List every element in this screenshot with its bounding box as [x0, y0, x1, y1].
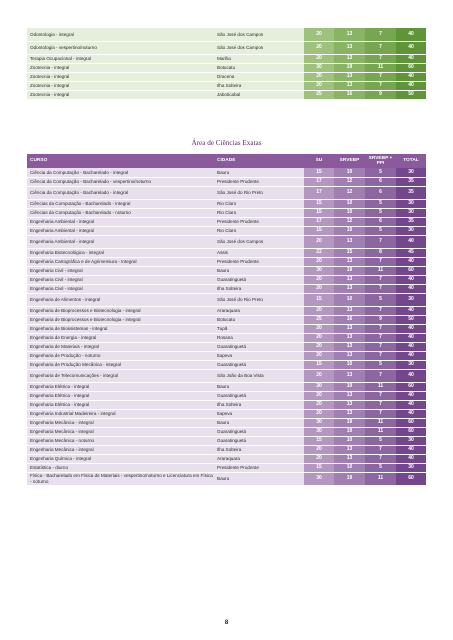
cell-srvebp: 13 — [334, 391, 365, 400]
cell-su: 15 — [304, 463, 334, 472]
cell-cidade: Rio Claro — [214, 226, 304, 235]
cell-srvebp-ppi: 7 — [365, 409, 396, 418]
cell-cidade: Marília — [214, 54, 304, 63]
section-title: Área de Ciências Exatas — [191, 139, 262, 147]
cell-srvebp-ppi: 5 — [365, 293, 396, 306]
cell-su: 20 — [304, 400, 334, 409]
cell-cidade: Tupã — [214, 324, 304, 333]
cell-su: 20 — [304, 391, 334, 400]
cell-cidade: Bauru — [214, 168, 304, 177]
cell-srvebp-ppi: 7 — [365, 81, 396, 90]
cell-cidade: Botucatu — [214, 315, 304, 324]
cell-total: 30 — [396, 199, 426, 208]
cell-curso: Engenharia Ambiental - integral — [27, 226, 214, 235]
table-row — [27, 186, 426, 199]
cell-cidade: Bauru — [214, 266, 304, 275]
cell-curso: Zootecnia - integral — [27, 72, 214, 81]
cell-cidade: Presidente Prudente — [214, 177, 304, 186]
cell-su: 17 — [304, 177, 334, 186]
cell-curso: Ciência da Computação - Bacharelado - integral — [27, 168, 214, 177]
table-row — [27, 382, 426, 391]
cell-cidade: Ilha Solteira — [214, 400, 304, 409]
cell-total: 40 — [396, 28, 426, 41]
table-row — [27, 63, 426, 72]
cell-srvebp-ppi: 7 — [365, 54, 396, 63]
cell-cidade: Rio Claro — [214, 199, 304, 208]
cell-srvebp: 10 — [334, 293, 365, 306]
cell-curso: Ciência da Computação - Bacharelado - integral — [27, 186, 214, 199]
cell-curso: Engenharia Mecânica - noturno — [27, 436, 214, 445]
cell-srvebp: 12 — [334, 186, 365, 199]
cell-total: 40 — [396, 257, 426, 266]
cell-srvebp-ppi: 7 — [365, 342, 396, 351]
cell-cidade: Presidente Prudente — [214, 463, 304, 472]
cell-su: 17 — [304, 217, 334, 226]
table-row — [27, 306, 426, 315]
cell-curso: Ciência da Computação - Bacharelado - vespertino/noturno — [27, 177, 214, 186]
cell-total: 40 — [396, 275, 426, 284]
cell-srvebp-ppi: 7 — [365, 351, 396, 360]
cell-srvebp: 12 — [334, 217, 365, 226]
cell-total: 30 — [396, 436, 426, 445]
cell-cidade: Bauru — [214, 472, 304, 485]
cell-srvebp: 10 — [334, 463, 365, 472]
cell-srvebp-ppi: 7 — [365, 400, 396, 409]
cell-cidade: Guaratinguetá — [214, 391, 304, 400]
cell-cidade: Bauru — [214, 418, 304, 427]
cell-cidade: São José dos Campos — [214, 235, 304, 248]
cell-su: 30 — [304, 266, 334, 275]
cell-cidade: São José do Rio Preto — [214, 293, 304, 306]
table-row — [27, 472, 426, 485]
cell-srvebp: 13 — [334, 400, 365, 409]
table-row — [27, 81, 426, 90]
table-row — [27, 235, 426, 248]
cell-su: 20 — [304, 454, 334, 463]
cell-curso: Terapia Ocupacional - integral — [27, 54, 214, 63]
cell-srvebp-ppi: 7 — [365, 41, 396, 54]
cell-srvebp: 19 — [334, 427, 365, 436]
cell-su: 15 — [304, 436, 334, 445]
exact-sciences-table — [27, 154, 426, 486]
table-row — [27, 333, 426, 342]
cell-su: 20 — [304, 409, 334, 418]
cell-su: 15 — [304, 199, 334, 208]
cell-srvebp-ppi: 11 — [365, 63, 396, 72]
cell-su: 20 — [304, 235, 334, 248]
cell-srvebp: 10 — [334, 168, 365, 177]
cell-srvebp: 13 — [334, 409, 365, 418]
cell-total: 45 — [396, 248, 426, 257]
cell-srvebp: 10 — [334, 360, 365, 369]
cell-srvebp-ppi: 7 — [365, 306, 396, 315]
cell-srvebp: 13 — [334, 284, 365, 293]
cell-srvebp-ppi: 7 — [365, 275, 396, 284]
cell-srvebp: 10 — [334, 208, 365, 217]
table-row — [27, 199, 426, 208]
cell-srvebp: 13 — [334, 41, 365, 54]
cell-srvebp-ppi: 5 — [365, 226, 396, 235]
table-row — [27, 427, 426, 436]
cell-curso: Engenharia de Produção Mecânica - integral — [27, 360, 214, 369]
cell-srvebp: 12 — [334, 177, 365, 186]
cell-su: 25 — [304, 315, 334, 324]
cell-su: 15 — [304, 168, 334, 177]
cell-srvebp: 19 — [334, 63, 365, 72]
cell-srvebp-ppi: 11 — [365, 472, 396, 485]
table-row — [27, 351, 426, 360]
table-row — [27, 418, 426, 427]
cell-cidade: São José dos Campos — [214, 28, 304, 41]
table-row — [27, 454, 426, 463]
cell-curso: Engenharia de Energia - integral — [27, 333, 214, 342]
cell-total: 40 — [396, 454, 426, 463]
table-row — [27, 275, 426, 284]
cell-srvebp: 13 — [334, 306, 365, 315]
cell-su: 20 — [304, 351, 334, 360]
cell-srvebp-ppi: 5 — [365, 463, 396, 472]
cell-total: 30 — [396, 226, 426, 235]
cell-cidade: Ilha Solteira — [214, 284, 304, 293]
cell-srvebp: 13 — [334, 369, 365, 382]
cell-srvebp-ppi: 7 — [365, 284, 396, 293]
cell-cidade: Botucatu — [214, 63, 304, 72]
cell-total: 40 — [396, 400, 426, 409]
table-row — [27, 436, 426, 445]
cell-cidade: Ilha Solteira — [214, 81, 304, 90]
cell-srvebp: 13 — [334, 28, 365, 41]
cell-total: 40 — [396, 284, 426, 293]
page-number: 8 — [224, 620, 229, 626]
cell-su: 15 — [304, 293, 334, 306]
table-row — [27, 360, 426, 369]
cell-su: 30 — [304, 418, 334, 427]
cell-curso: Engenharia Civil - integral — [27, 284, 214, 293]
header-curso: CURSO — [27, 154, 214, 168]
cell-su: 30 — [304, 472, 334, 485]
cell-srvebp: 10 — [334, 226, 365, 235]
cell-srvebp-ppi: 7 — [365, 333, 396, 342]
cell-curso: Engenharia Elétrica - integral — [27, 382, 214, 391]
table-row — [27, 284, 426, 293]
cell-total: 60 — [396, 418, 426, 427]
cell-srvebp: 15 — [334, 248, 365, 257]
cell-srvebp-ppi: 6 — [365, 217, 396, 226]
cell-su: 20 — [304, 54, 334, 63]
top-course-table — [27, 28, 426, 100]
cell-srvebp: 13 — [334, 324, 365, 333]
cell-srvebp-ppi: 7 — [365, 445, 396, 454]
table-row — [27, 342, 426, 351]
table-row — [27, 324, 426, 333]
cell-cidade: Ilha Solteira — [214, 445, 304, 454]
header-srvebp-ppi: SRVEBP + PPI — [365, 154, 396, 168]
cell-srvebp: 13 — [334, 454, 365, 463]
cell-total: 30 — [396, 208, 426, 217]
cell-total: 60 — [396, 382, 426, 391]
cell-su: 25 — [304, 90, 334, 99]
cell-curso: Engenharia Elétrica - integral — [27, 391, 214, 400]
cell-cidade: Bauru — [214, 382, 304, 391]
cell-total: 30 — [396, 293, 426, 306]
cell-srvebp-ppi: 7 — [365, 72, 396, 81]
cell-total: 40 — [396, 41, 426, 54]
cell-su: 20 — [304, 41, 334, 54]
cell-cidade: São João da Boa Vista — [214, 369, 304, 382]
cell-curso: Ciências da Computação - Bacharelado - noturno — [27, 208, 214, 217]
cell-su: 20 — [304, 284, 334, 293]
cell-srvebp: 13 — [334, 81, 365, 90]
cell-cidade: Rio Claro — [214, 208, 304, 217]
cell-total: 40 — [396, 235, 426, 248]
cell-curso: Engenharia de Bioprocessos e Biotecnologia - integral — [27, 315, 214, 324]
cell-total: 30 — [396, 360, 426, 369]
table-row — [27, 208, 426, 217]
cell-su: 30 — [304, 382, 334, 391]
cell-curso: Engenharia de Bioprocessos e Biotecnologia - integral — [27, 306, 214, 315]
cell-total: 60 — [396, 266, 426, 275]
cell-curso: Engenharia Industrial Madeireira - integral — [27, 409, 214, 418]
cell-curso: Engenharia de Produção - noturno — [27, 351, 214, 360]
cell-srvebp: 10 — [334, 436, 365, 445]
cell-total: 30 — [396, 463, 426, 472]
cell-cidade: Araraquara — [214, 306, 304, 315]
cell-srvebp-ppi: 7 — [365, 257, 396, 266]
cell-srvebp: 13 — [334, 351, 365, 360]
table-row — [27, 217, 426, 226]
cell-su: 30 — [304, 427, 334, 436]
cell-srvebp: 13 — [334, 445, 365, 454]
cell-total: 35 — [396, 217, 426, 226]
table-row — [27, 445, 426, 454]
cell-cidade: Assis — [214, 248, 304, 257]
cell-srvebp-ppi: 7 — [365, 28, 396, 41]
cell-srvebp-ppi: 7 — [365, 454, 396, 463]
cell-srvebp-ppi: 5 — [365, 360, 396, 369]
cell-total: 35 — [396, 177, 426, 186]
table-row — [27, 54, 426, 63]
cell-total: 60 — [396, 63, 426, 72]
cell-curso: Engenharia Mecânica - integral — [27, 445, 214, 454]
cell-total: 40 — [396, 409, 426, 418]
cell-su: 30 — [304, 63, 334, 72]
cell-curso: Zootecnia - integral — [27, 81, 214, 90]
cell-total: 40 — [396, 351, 426, 360]
cell-total: 40 — [396, 324, 426, 333]
table-row — [27, 293, 426, 306]
cell-curso: Odontologia - vespertino/noturno — [27, 41, 214, 54]
cell-cidade: Guaratinguetá — [214, 360, 304, 369]
cell-total: 60 — [396, 427, 426, 436]
cell-srvebp-ppi: 11 — [365, 418, 396, 427]
cell-srvebp: 13 — [334, 333, 365, 342]
cell-su: 20 — [304, 28, 334, 41]
cell-curso: Engenharia Mecânica - integral — [27, 427, 214, 436]
cell-srvebp-ppi: 6 — [365, 177, 396, 186]
table-row — [27, 90, 426, 99]
cell-curso: Zootecnia - integral — [27, 63, 214, 72]
table-row — [27, 400, 426, 409]
cell-total: 50 — [396, 315, 426, 324]
cell-su: 20 — [304, 257, 334, 266]
cell-su: 15 — [304, 226, 334, 235]
cell-srvebp: 13 — [334, 275, 365, 284]
table-header-row — [27, 154, 426, 168]
table-row — [27, 248, 426, 257]
cell-curso: Engenharia de Materiais - integral — [27, 342, 214, 351]
cell-total: 40 — [396, 391, 426, 400]
cell-cidade: São José dos Campos — [214, 41, 304, 54]
cell-total: 40 — [396, 445, 426, 454]
cell-srvebp: 16 — [334, 315, 365, 324]
header-total: TOTAL — [396, 154, 426, 168]
cell-curso: Engenharia Civil - integral — [27, 275, 214, 284]
cell-total: 40 — [396, 333, 426, 342]
cell-su: 20 — [304, 275, 334, 284]
table-row — [27, 177, 426, 186]
cell-curso: Ciências da Computação - Bacharelado - integral — [27, 199, 214, 208]
cell-total: 40 — [396, 306, 426, 315]
header-cidade: CIDADE — [214, 154, 304, 168]
table-row — [27, 409, 426, 418]
cell-cidade: Presidente Prudente — [214, 257, 304, 266]
cell-cidade: Presidente Prudente — [214, 217, 304, 226]
cell-total: 50 — [396, 90, 426, 99]
cell-srvebp-ppi: 5 — [365, 168, 396, 177]
cell-curso: Estatística - diurno — [27, 463, 214, 472]
table-row — [27, 315, 426, 324]
cell-total: 40 — [396, 81, 426, 90]
cell-srvebp: 19 — [334, 382, 365, 391]
cell-total: 60 — [396, 472, 426, 485]
table-row — [27, 257, 426, 266]
table-row — [27, 168, 426, 177]
cell-cidade: Araraquara — [214, 454, 304, 463]
cell-srvebp: 19 — [334, 472, 365, 485]
table-row — [27, 463, 426, 472]
cell-cidade: Guaratinguetá — [214, 342, 304, 351]
cell-srvebp-ppi: 9 — [365, 90, 396, 99]
cell-curso: Engenharia Biotecnológica - integral — [27, 248, 214, 257]
cell-cidade: Rosana — [214, 333, 304, 342]
cell-srvebp-ppi: 6 — [365, 186, 396, 199]
table-row — [27, 41, 426, 54]
cell-srvebp-ppi: 11 — [365, 266, 396, 275]
cell-curso: Engenharia Cartográfica e de Agrimensura - Integral — [27, 257, 214, 266]
cell-curso: Engenharia de Biossistemas - integral — [27, 324, 214, 333]
cell-srvebp-ppi: 5 — [365, 199, 396, 208]
header-su: SU — [304, 154, 334, 168]
cell-srvebp: 13 — [334, 54, 365, 63]
cell-curso: Engenharia Química - integral — [27, 454, 214, 463]
cell-curso: Engenharia Civil - integral — [27, 266, 214, 275]
table-row — [27, 28, 426, 41]
cell-srvebp-ppi: 7 — [365, 324, 396, 333]
cell-curso: Engenharia Elétrica - integral — [27, 400, 214, 409]
table-row — [27, 72, 426, 81]
cell-curso: Zootecnia - integral — [27, 90, 214, 99]
cell-total: 40 — [396, 369, 426, 382]
cell-srvebp-ppi: 5 — [365, 208, 396, 217]
cell-cidade: Guaratinguetá — [214, 275, 304, 284]
cell-total: 30 — [396, 168, 426, 177]
table-row — [27, 369, 426, 382]
cell-su: 20 — [304, 342, 334, 351]
cell-su: 15 — [304, 360, 334, 369]
cell-total: 40 — [396, 342, 426, 351]
cell-total: 40 — [396, 72, 426, 81]
cell-cidade: Guaratinguetá — [214, 436, 304, 445]
cell-total: 40 — [396, 54, 426, 63]
cell-srvebp-ppi: 11 — [365, 382, 396, 391]
header-srvebp: SRVEBP — [334, 154, 365, 168]
cell-cidade: São José do Rio Preto — [214, 186, 304, 199]
table-row — [27, 226, 426, 235]
cell-srvebp: 16 — [334, 90, 365, 99]
cell-curso: Engenharia Ambiental - integral — [27, 235, 214, 248]
cell-su: 20 — [304, 445, 334, 454]
cell-su: 20 — [304, 306, 334, 315]
cell-cidade: Itapeva — [214, 351, 304, 360]
cell-su: 15 — [304, 208, 334, 217]
cell-cidade: Jaboticabal — [214, 90, 304, 99]
cell-cidade: Guaratinguetá — [214, 427, 304, 436]
cell-curso: Odontologia - integral — [27, 28, 214, 41]
cell-su: 20 — [304, 72, 334, 81]
cell-srvebp: 13 — [334, 235, 365, 248]
cell-su: 17 — [304, 186, 334, 199]
cell-srvebp: 10 — [334, 199, 365, 208]
cell-cidade: Dracena — [214, 72, 304, 81]
cell-su: 22 — [304, 248, 334, 257]
cell-srvebp: 19 — [334, 266, 365, 275]
cell-srvebp-ppi: 9 — [365, 315, 396, 324]
cell-srvebp: 13 — [334, 342, 365, 351]
cell-srvebp-ppi: 7 — [365, 235, 396, 248]
cell-srvebp-ppi: 5 — [365, 436, 396, 445]
cell-su: 20 — [304, 333, 334, 342]
cell-srvebp: 13 — [334, 72, 365, 81]
cell-su: 20 — [304, 324, 334, 333]
cell-curso: Engenharia Mecânica - integral — [27, 418, 214, 427]
table-row — [27, 266, 426, 275]
cell-su: 20 — [304, 369, 334, 382]
cell-srvebp-ppi: 8 — [365, 248, 396, 257]
cell-curso: Engenharia Ambiental - integral — [27, 217, 214, 226]
cell-curso: Engenharia de Telecomunicações - integral — [27, 369, 214, 382]
cell-su: 20 — [304, 81, 334, 90]
cell-srvebp-ppi: 11 — [365, 427, 396, 436]
cell-total: 35 — [396, 186, 426, 199]
cell-srvebp: 13 — [334, 257, 365, 266]
cell-srvebp-ppi: 7 — [365, 391, 396, 400]
cell-cidade: Itapeva — [214, 409, 304, 418]
table-row — [27, 391, 426, 400]
cell-srvebp-ppi: 7 — [365, 369, 396, 382]
cell-curso: Engenharia de Alimentos - integral — [27, 293, 214, 306]
cell-srvebp: 19 — [334, 418, 365, 427]
cell-curso: Física - Bacharelado em Física de Materiais - vespertino/noturno e Licenciatura em Física - noturno — [27, 472, 214, 485]
